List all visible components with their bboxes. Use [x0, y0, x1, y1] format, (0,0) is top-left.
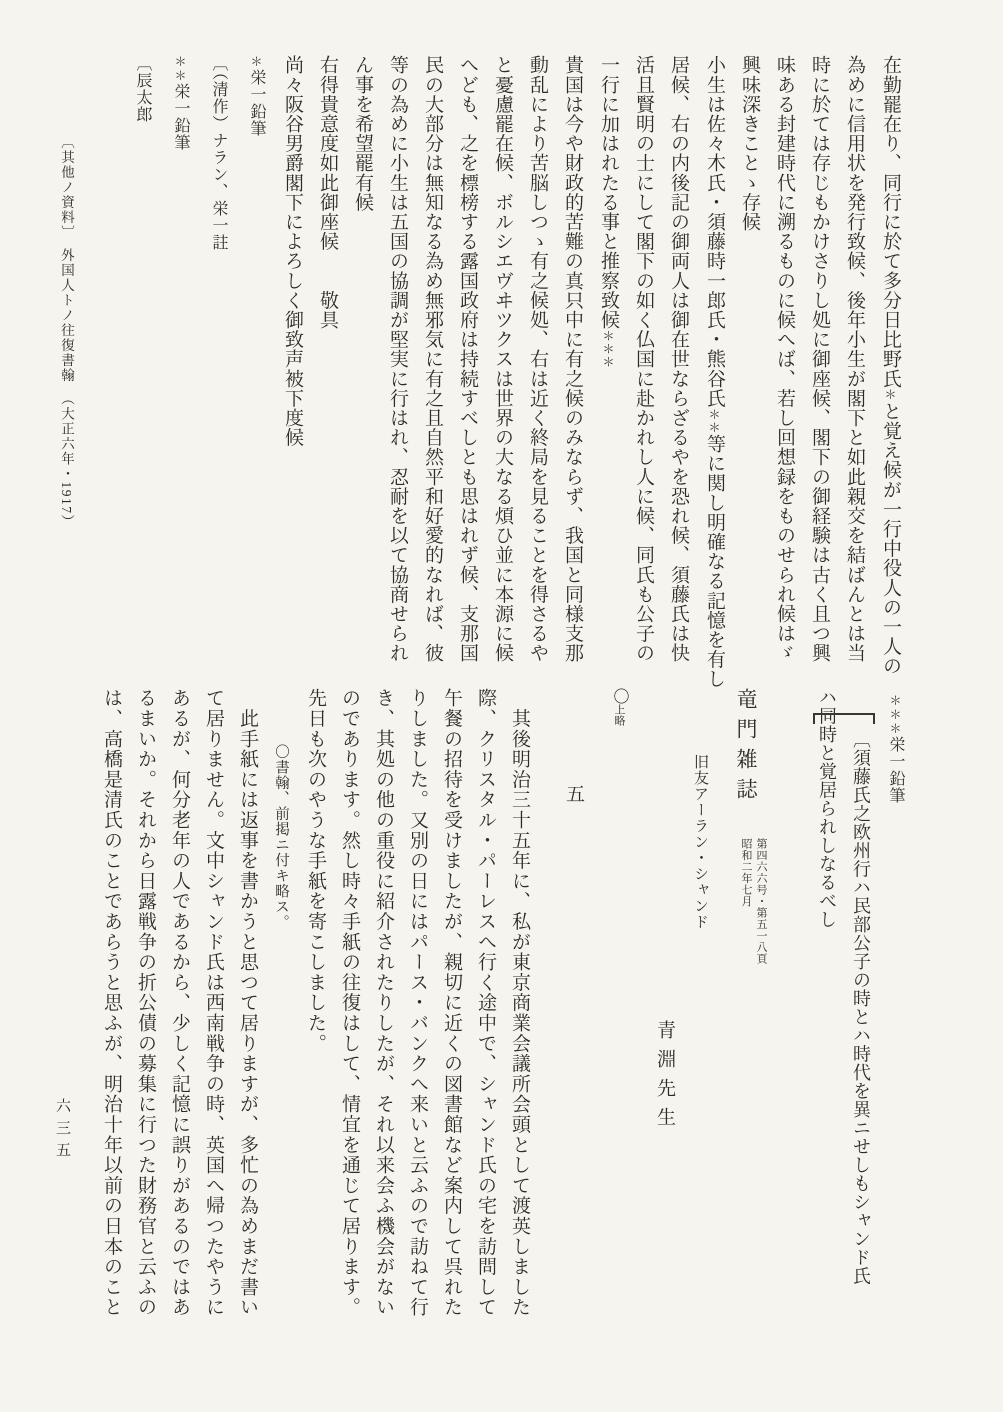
footnote-asterisk-mark: ＊	[249, 55, 263, 69]
running-title: 〔其他ノ資料〕 外国人トノ往復書翰 （大正六年・1917）	[59, 135, 74, 530]
letter-footnotes	[123, 55, 275, 689]
letter-line: ん事を希望罷有候	[352, 55, 373, 212]
letter-section	[123, 55, 908, 689]
letter-line: と憂慮罷在候、ボルシエヴヰツクスは世界の大なる煩ひ並に本源に候	[492, 55, 513, 663]
letter-line: へども、之を標榜する露国政府は持続すべしとも思はれず候、支那国	[457, 55, 478, 663]
footnote-line	[161, 55, 199, 689]
omission-mark-line	[604, 688, 634, 1317]
section-number: 五	[563, 784, 584, 803]
footnote-line	[237, 55, 275, 689]
letter-line: 居候、右の内後記の御両人は御在世ならざるやを恐れ候、須藤氏は快	[668, 55, 689, 663]
footnote-line	[123, 55, 161, 689]
pencil-note-bracket	[813, 713, 875, 724]
footnote-line	[199, 55, 237, 689]
pencil-note-asterisk-mark: ＊＊＊	[888, 694, 902, 736]
body-line: るまいか。それから日露戦争の折公債の募集に行つた財務官と云ふの	[135, 688, 156, 1318]
addressee-line: 青淵先生	[654, 1020, 675, 1136]
omission-label: 上略	[613, 704, 625, 726]
body-line: 其後明治三十五年に、私が東京商業会議所会頭として渡英しました	[509, 688, 530, 1318]
body-line: りしました。又別の日にはパース・バンクへ来いと云ふので訪ねて行	[407, 688, 428, 1318]
section-body-part1	[298, 688, 536, 1317]
footnote-asterisk-mark: ＊＊	[173, 55, 187, 83]
pencil-note-text: 栄一鉛筆	[887, 736, 904, 804]
letter-line: 右得貴意度如此御座候 敬具	[317, 55, 338, 330]
pencil-note-line: 〔須藤氏之欧州行ハ民部公子の時とハ時代を異ニせしもシャンド氏	[851, 730, 871, 1285]
footnote-text: 〔（清作）ナラン、栄一註	[210, 55, 227, 251]
pencil-note-body	[810, 688, 878, 1317]
section-five	[94, 688, 912, 1317]
letter-line: 小生は佐々木氏・須藤時一郎氏・熊谷氏＊＊等に関し明確なる記憶を有し	[704, 55, 725, 689]
magazine-issue: 第四六六号・第五一八頁	[755, 838, 767, 965]
omission-circle: 〇	[611, 688, 628, 704]
body-line: のであります。然し時々手紙の往復はして、情宜を通じて居ります。	[339, 688, 360, 1318]
sender-line: 旧友アーラン・シャンド	[692, 754, 708, 930]
letter-line: 味ある封建時代に溯るものに候へば、若し回想録をものせられ候はゞ	[774, 55, 795, 663]
pencil-note-heading	[878, 688, 912, 1317]
magazine-date: 昭和二年七月	[740, 838, 752, 907]
footnote-text: 栄一鉛筆	[172, 83, 189, 151]
magazine-citation	[726, 688, 768, 1317]
letter-line: 為めに信用状を発行致候、後年小生が閣下と如此親交を結ばんとは当	[844, 55, 865, 663]
letter-line: 在勤罷在り、同行に於て多分日比野氏＊と覚え候が一行中役人の一人の	[880, 55, 901, 676]
section-body-part2	[94, 688, 264, 1317]
magazine-title: 竜門雑誌	[734, 688, 758, 808]
letter-line: 動乱により苦脳しつゝ有之候処、右は近く終局を見ることを得さるや	[527, 55, 548, 663]
body-line: 此手紙には返事を書かうと思つて居りますが、多忙の為めまだ書い	[237, 688, 258, 1318]
page-number: 六三五	[54, 1098, 70, 1164]
letter-line: 民の大部分は無知なる為め無邪気に有之且自然平和好愛的なれば、彼	[422, 55, 443, 663]
footnote-text: 栄一鉛筆	[248, 69, 265, 137]
letter-line: 活且賢明の士にして閣下の如く仏国に赴かれし人に候、同氏も公子の	[633, 55, 654, 663]
letter-line: 尚々阪谷男爵閣下によろしく御致声被下度候	[282, 55, 303, 447]
editorial-omission-note: 〇書翰、前掲ニ付キ略ス。	[273, 744, 289, 930]
pencil-note-line: ハ同時と覚居られしなるべし	[817, 688, 837, 929]
letter-line: 時に於ては存じもかけさりし処に御座候、閣下の御経験は古く且つ興	[809, 55, 830, 663]
body-line: 午餐の招待を受けましたが、親切に近くの図書館など案内して呉れた	[441, 688, 462, 1318]
body-line: き、其処の他の重役に紹介されたりしたが、それ以来会ふ機会がない	[373, 688, 394, 1318]
letter-line: 一行に加はれたる事と推察致候＊＊＊	[598, 55, 619, 369]
letter-body	[275, 55, 908, 689]
letter-line: 等の為めに小生は五国の協調が堅実に行はれ、忍耐を以て協商せられ	[387, 55, 408, 663]
body-line: 際、クリスタル・パーレスへ行く途中で、シャンド氏の宅を訪問して	[475, 688, 496, 1318]
body-line: 先日も次のやうな手紙を寄こしました。	[305, 688, 326, 1054]
letter-line: 貴国は今や財政的苦難の真只中に有之候のみならず、我国と同様支那	[562, 55, 583, 663]
body-line: て居りません。文中シャンド氏は西南戦争の時、英国へ帰つたやうに	[203, 688, 224, 1318]
footnote-text: 〔辰太郎	[134, 55, 151, 123]
letter-line: 興味深きことゝ存候	[739, 55, 760, 232]
body-line: あるが、何分老年の人であるから、少しく記憶に誤りがあるのではあ	[169, 688, 190, 1318]
body-line: は、高橋是清氏のことであらうと思ふが、明治十年以前の日本のこと	[101, 688, 122, 1318]
magazine-meta	[738, 838, 768, 965]
